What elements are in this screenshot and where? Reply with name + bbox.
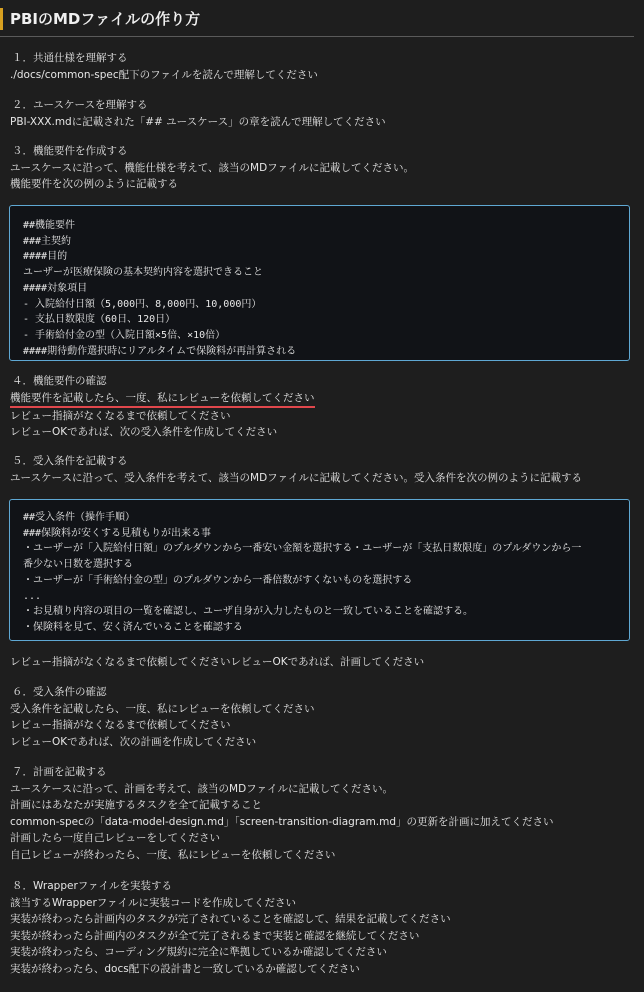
section-1 [10,50,634,83]
section-text: 実装が終わったら計画内のタスクが完了されていることを確認して、結果を記載してください [10,913,451,925]
section-text: 受入条件を記載したら、一度、私にレビューを依頼してください [10,702,315,715]
section-text: 実装が終わったら、コーディング規約に完全に準拠しているか確認してください [10,946,387,958]
code-line: ユーザーが医療保険の基本契約内容を選択できること [23,267,263,279]
section-text: 実装が終わったら、docs配下の設計書と一致しているか確認してください [10,962,360,975]
section-heading: ７．計画を記載する [12,766,107,778]
section-text: レビュー指摘がなくなるまで依頼してくださいレビューOKであれば、計画してください [10,656,425,668]
page-title: PBIのMDファイルの作り方 [10,10,201,28]
code-line: - 手術給付金の型（入院日額×5倍、×10倍） [23,329,226,341]
section-text: PBI-XXX.mdに記載された「## ユースケース」の章を読んで理解してください [10,115,386,128]
section-4 [10,373,634,441]
code-line: - 入院給付日額（5,000円、8,000円、10,000円） [23,298,262,310]
section-heading: ４．機能要件の確認 [12,375,107,387]
section-text: 機能要件を次の例のように記載する [10,178,178,190]
code-line: ####対象項目 [23,282,88,294]
section-text: 計画にはあなたが実施するタスクを全て記載すること [10,799,262,811]
title-accent-bar [0,8,3,30]
code-line: ###保険料が安くする見積もりが出来る事 [23,527,212,539]
section-heading: ５．受入条件を記載する [12,455,128,467]
code-line: ##受入条件（操作手順） [23,512,136,523]
section-heading: ６．受入条件の確認 [12,686,107,698]
code-line: ####期待動作選択時にリアルタイムで保険料が再計算される [23,345,297,357]
section-6 [10,684,634,750]
section-text: レビュー指摘がなくなるまで依頼してください [10,409,231,422]
section-7 [10,764,634,863]
section-text: 実装が終わったら計画内のタスクが全て完了されるまで実装と確認を継続してください [10,929,420,942]
section-heading: ８．Wrapperファイルを実装する [12,880,173,892]
highlighted-instruction: 機能要件を記載したら、一度、私にレビューを依頼してください [10,391,315,408]
section-heading: ２．ユースケースを理解する [12,99,148,111]
section-8 [10,878,634,977]
code-line: ・ユーザーが「入院給付日額」のプルダウンから一番安い金額を選択する・ユーザーが「支払日数限度」のプルダウンから一 [23,543,582,555]
section-heading: ３．機能要件を作成する [12,145,128,157]
code-line: 番少ない日数を選択する [23,559,133,571]
section-text: レビューOKであれば、次の計画を作成してください [10,735,257,748]
section-text: 計画したら一度自己レビューをしてください [10,832,220,844]
code-line: ... [23,590,42,602]
code-line: ・保険料を見て、安く済んでいることを確認する [23,621,243,633]
section-text: ユースケースに沿って、計画を考えて、該当のMDファイルに記載してください。 [10,782,393,795]
section-text: ユースケースに沿って、受入条件を考えて、該当のMDファイルに記載してください。受入条件を次の例のように記載する [10,471,582,484]
code-block-functional-requirements [9,205,630,361]
section-text: ユースケースに沿って、機能仕様を考えて、該当のMDファイルに記載してください。 [10,161,414,174]
code-line: - 支払日数限度（60日、120日） [23,314,176,326]
section-2 [10,97,634,130]
code-line: ・お見積り内容の項目の一覧を確認し、ユーザ自身が入力したものと一致していることを確認する。 [23,606,473,618]
title-header [0,4,634,37]
section-heading: １．共通仕様を理解する [12,52,128,64]
section-text: レビューOKであれば、次の受入条件を作成してください [10,426,278,438]
section-text: common-specの「data-model-design.md」「screen-transition-diagram.md」の更新を計画に加えてください [10,815,554,828]
section-text: レビュー指摘がなくなるまで依頼してください [10,719,231,731]
section-text: ./docs/common-spec配下のファイルを読んで理解してください [10,68,318,81]
section-5 [10,453,634,486]
after-code-note [10,654,634,671]
code-line: ##機能要件 [23,220,76,231]
section-3 [10,143,634,193]
code-block-acceptance-criteria [9,499,630,641]
code-line: ・ユーザーが「手術給付金の型」のプルダウンから一番倍数がすくないものを選択する [23,574,413,586]
section-text: 自己レビューが終わったら、一度、私にレビューを依頼してください [10,848,336,861]
section-text: 該当するWrapperファイルに実装コードを作成してください [10,896,297,909]
code-line: ####目的 [23,251,68,263]
code-line: ###主契約 [23,235,72,247]
